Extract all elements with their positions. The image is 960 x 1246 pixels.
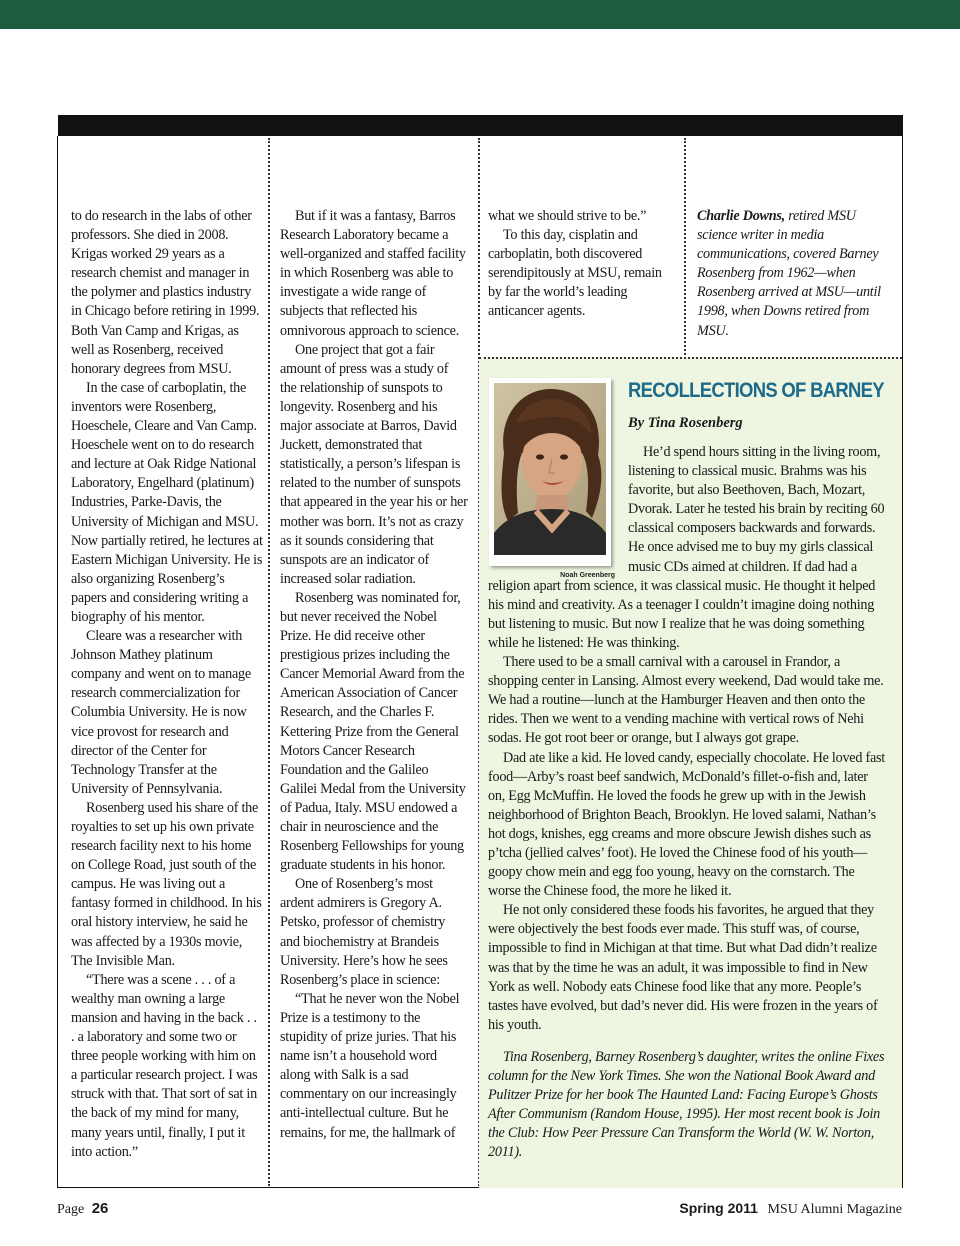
top-color-band (0, 0, 960, 29)
paragraph: He’d spend hours sitting in the living room, listening to classical music. Brahms was his favorite, but also Beethoven, Bach, Mozart, Dvorak. Later he tested his brain by reciting 60 classical composers backwards and forwards. He once advised me to buy my girls classical music CDs aimed at children. If dad had a religion apart from science, it was classical music. He thought it helped his mind and creativity. As a teenager I couldn’t imagine doing nothing but listening to music. But now I realize that he was doing something while he listened: He was thinking. (488, 444, 885, 651)
article-column-1 (71, 207, 263, 1162)
frame-left-rule (57, 136, 58, 1188)
sidebar-byline: By Tina Rosenberg (628, 415, 743, 431)
sidebar-author-note: Tina Rosenberg, Barney Rosenberg’s daughter, writes the online Fixes column for the New York Times. She won the National Book Award and Pulitzer Prize for her book The Haunted Land: Facing Europe’s Ghosts After Communism (Random House, 1995). Her most recent book is Join the Club: How Peer Pressure Can Transform the World (W. W. Norton, 2011). (488, 1048, 885, 1161)
page-number: 26 (91, 1200, 109, 1217)
sidebar-top-rule (479, 357, 902, 359)
paragraph: But if it was a fantasy, Barros Research Laboratory became a well-organized and staffed facility in which Rosenberg was able to investigate a wide range of subjects that reflected his omnivorous approach to science. (280, 208, 466, 339)
paragraph: to do research in the labs of other professors. She died in 2008. Krigas worked 29 years as a research chemist and manager in the polymer and plastics industry in Chicago before retiring in 1999. Both Van Camp and Krigas, as well as Rosenberg, received honorary degrees from MSU. (71, 208, 260, 377)
magazine-name: MSU Alumni Magazine (767, 1202, 902, 1217)
article-column-2 (280, 207, 468, 1143)
article-column-3 (488, 207, 674, 322)
paragraph: Rosenberg was nominated for, but never received the Nobel Prize. He did receive other prestigious prizes including the Cancer Memorial Award from the American Association of Cancer Research, and the Charles F. Kettering Prize from the General Motors Cancer Research Foundation and the Galileo Galilei Medal from the University of Padua, Italy. MSU endowed a chair in neuroscience and the Rosenberg Fellowships for young graduate students in his honor. (280, 589, 466, 874)
paragraph: He not only considered these foods his favorites, he argued that they were objectively the best foods ever made. This stuff was, of course, impossible to find in Michigan at that time. But what Dad didn’t realize was that by the time he was an adult, it was impossible to find in New York as well. Nobody eats Chinese food like that any more. People’s tastes have evolved, but dad’s never did. His were frozen in the years of his youth. (488, 902, 878, 1033)
paragraph: what we should strive to be.” (488, 208, 647, 224)
paragraph: Rosenberg used his share of the royalties to set up his own private research facility next to his home on College Road, just south of the campus. He was living out a fantasy formed in childhood. In his oral history interview, he said he was affected by a 1930s movie, The Invisible Man. (71, 799, 262, 969)
page-footer-right (679, 1200, 902, 1218)
paragraph: “There was a scene . . . of a wealthy man owning a large mansion and having in the back . . . a laboratory and some two or three people working with him on a particular research project. I was struck with that. That sort of sat in the back of my mind for many, many years until, finally, I put it into action.” (71, 971, 258, 1160)
photo-credit: Noah Greenberg (560, 572, 615, 579)
frame-right-rule (902, 136, 903, 1188)
author-bio: retired MSU science writer in media communications, covered Barney Rosenberg from 1962—when Rosenberg arrived at MSU—until 1998, when Downs retired from MSU. (697, 208, 881, 339)
paragraph: One project that got a fair amount of press was a study of the relationship of sunspots to longevity. Rosenberg and his major associate at Barros, David Juckett, demonstrated that statistically, a person’s lifespan is related to the number of sunspots that appeared in the year his or her mother was born. It’s not as crazy as it sounds considering that sunspots are an indicator of increased solar radiation. (280, 341, 468, 587)
column-divider-1 (268, 138, 270, 1186)
sidebar-title: RECOLLECTIONS OF BARNEY (628, 379, 884, 402)
author-name: Charlie Downs, (697, 208, 785, 224)
sidebar-text (488, 443, 886, 1162)
column-divider-3 (684, 138, 686, 355)
paragraph: There used to be a small carnival with a carousel in Frandor, a shopping center in Lansing. Almost every weekend, Dad would take me. We had a routine—lunch at the Hamburger Heaven and then onto the rides. Then we went to a vending machine with vertical rows of Nehi sodas. He got root beer or orange, but I always got grape. (488, 654, 884, 747)
photo-wrap-spacer (488, 443, 628, 571)
author-note (697, 207, 891, 341)
paragraph: In the case of carboplatin, the inventors were Rosenberg, Hoeschele, Cleare and Van Camp. Hoeschele went on to do research and lecture at Oak Ridge National Laboratory, Engelhard (platinum) Industries, Parke-Davis, the University of Michigan and MSU. Now partially retired, he lectures at Eastern Michigan University. He is also organizing Rosenberg’s papers and considering writing a biography of his mentor. (71, 379, 263, 625)
header-rule-bar (58, 115, 903, 136)
paragraph: Cleare was a researcher with Johnson Mathey platinum company and went on to manage research commercialization for Columbia University. He is now vice provost for research and director of the Center for Technology Transfer at the University of Pennsylvania. (71, 628, 251, 797)
page-footer-left (57, 1200, 108, 1218)
paragraph: Dad ate like a kid. He loved candy, especially chocolate. He loved fast food—Arby’s roast beef sandwich, McDonald’s fillet-o-fish and, later on, Egg McMuffin. He loved the foods he grew up with in the Jewish neighborhood of Brighton Beach, Brooklyn. He loved salami, Nathan’s hot dogs, knishes, egg creams and more obscure Jewish dishes such as p’tcha (jellied calves’ foot). He loved the Chinese food of his youth—goopy chow mein and egg foo young, heavy on the cornstarch. The worse the Chinese food, the more he liked it. (488, 749, 885, 900)
paragraph: One of Rosenberg’s most ardent admirers is Gregory A. Petsko, professor of chemistry and biochemistry at Brandeis University. Here’s how he sees Rosenberg’s place in science: (280, 876, 448, 988)
paragraph: “That he never won the Nobel Prize is a testimony to the stupidity of prize juries. That his name isn’t a household word along with Salk is a sad commentary on our increasingly anti-intellectual culture. But he remains, for me, the hallmark of (280, 990, 460, 1141)
page-label: Page (57, 1202, 85, 1217)
issue-date: Spring 2011 (679, 1200, 758, 1216)
paragraph: To this day, cisplatin and carboplatin, both discovered serendipitously at MSU, remain by far the world’s leading anticancer agents. (488, 227, 662, 320)
